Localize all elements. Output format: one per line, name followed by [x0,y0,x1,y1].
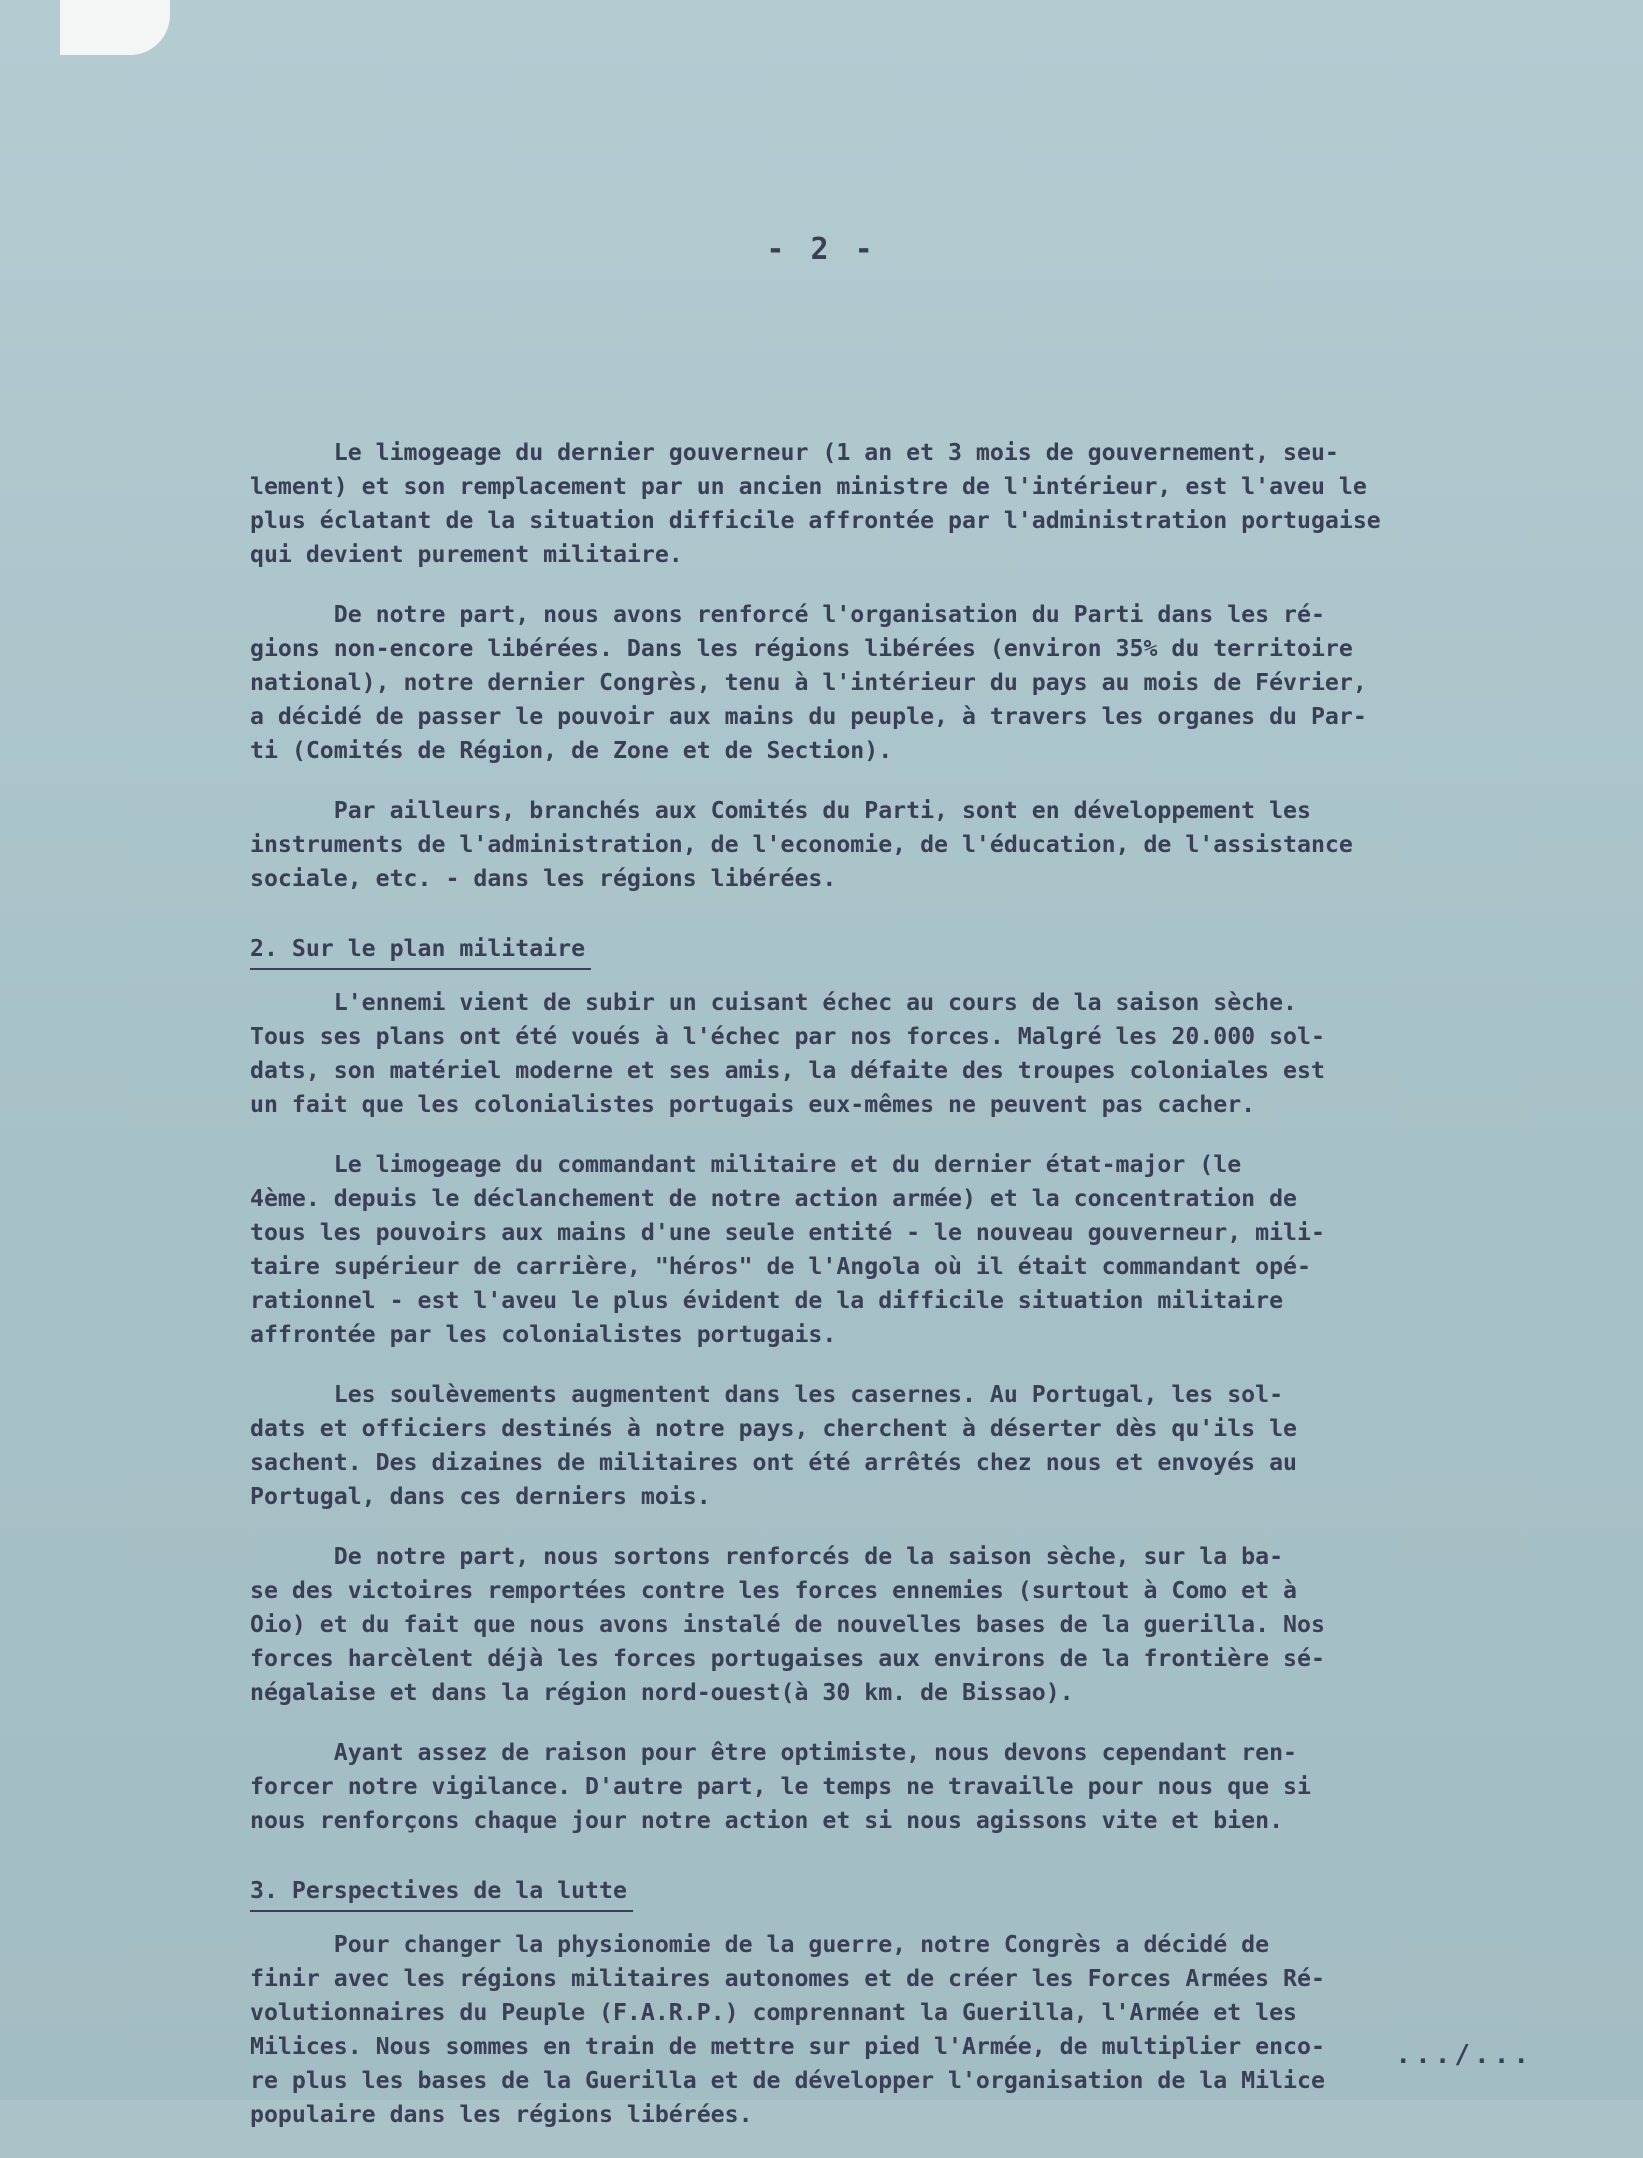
section-2-paragraph-4: De notre part, nous sortons renforcés de la saison sèche, sur la ba- se des victoires remportées contre les forces ennemies (surtout à Como et à Oio) et du fait que nous avons instalé de nouvelles bases de la guerilla. Nos forces harcèlent déjà les forces portugaises aux environs de la frontière sé- négalaise et dans la région nord-ouest(à 30 km. de Bissao). [250,1543,1325,1706]
section-3-heading: 3. Perspectives de la lutte [250,1874,633,1912]
continuation-mark: .../... [1395,2040,1533,2070]
paragraph-intro-2: De notre part, nous avons renforcé l'organisation du Parti dans les ré- gions non-encore libérées. Dans les régions libérées (environ 35% du territoire national), notre dernier Congrès, tenu à l'intérieur du pays au mois de Février, a décidé de passer le pouvoir aux mains du peuple, à travers les organes du Par- ti (Comités de Région, de Zone et de Section). [250,601,1367,764]
section-2-paragraph-3: Les soulèvements augmentent dans les casernes. Au Portugal, les sol- dats et officiers destinés à notre pays, cherchent à déserter dès qu'ils le sachent. Des dizaines de militaires ont été arrêtés chez nous et envoyés au Portugal, dans ces derniers mois. [250,1381,1298,1510]
page-number: - 2 - [766,232,877,267]
section-2-paragraph-2: Le limogeage du commandant militaire et du dernier état-major (le 4ème. depuis le déclanchement de notre action armée) et la concentration de tous les pouvoirs aux mains d'une seule entité - le nouveau gouverneur, mili- taire supérieur de carrière, "héros" de l'Angola où il était commandant opé- rationnel - est l'aveu le plus évident de la difficile situation militaire affrontée par les colonialistes portugais. [250,1151,1325,1348]
section-3-paragraph-1: Pour changer la physionomie de la guerre, notre Congrès a décidé de finir avec les régions militaires autonomes et de créer les Forces Armées Ré- volutionnaires du Peuple (F.A.R.P.) comprennant la Guerilla, l'Armée et les Milices. Nous sommes en train de mettre sur pied l'Armée, de multiplier enco- re plus les bases de la Guerilla et de développer l'organisation de la Milice populaire dans les régions libérées. [250,1931,1325,2128]
section-2-heading: 2. Sur le plan militaire [250,932,591,970]
section-2-paragraph-5: Ayant assez de raison pour être optimiste, nous devons cependant ren- forcer notre vigilance. D'autre part, le temps ne travaille pour nous que si nous renforçons chaque jour notre action et si nous agissons vite et bien. [250,1739,1311,1834]
torn-corner [60,0,170,55]
paragraph-intro-3: Par ailleurs, branchés aux Comités du Parti, sont en développement les instruments de l'administration, de l'economie, de l'éducation, de l'assistance sociale, etc. - dans les régions libérées. [250,797,1353,892]
paragraph-intro-1: Le limogeage du dernier gouverneur (1 an et 3 mois de gouvernement, seu- lement) et son remplacement par un ancien ministre de l'intérieur, est l'aveu le plus éclatant de la situation difficile affrontée par l'administration portugaise qui devient purement militaire. [250,439,1381,568]
section-2-paragraph-1: L'ennemi vient de subir un cuisant échec au cours de la saison sèche. Tous ses plans ont été voués à l'échec par nos forces. Malgré les 20.000 sol- dats, son matériel moderne et ses amis, la défaite des troupes coloniales est un fait que les colonialistes portugais eux-mêmes ne peuvent pas cacher. [250,989,1325,1118]
body-text [250,436,1570,2158]
